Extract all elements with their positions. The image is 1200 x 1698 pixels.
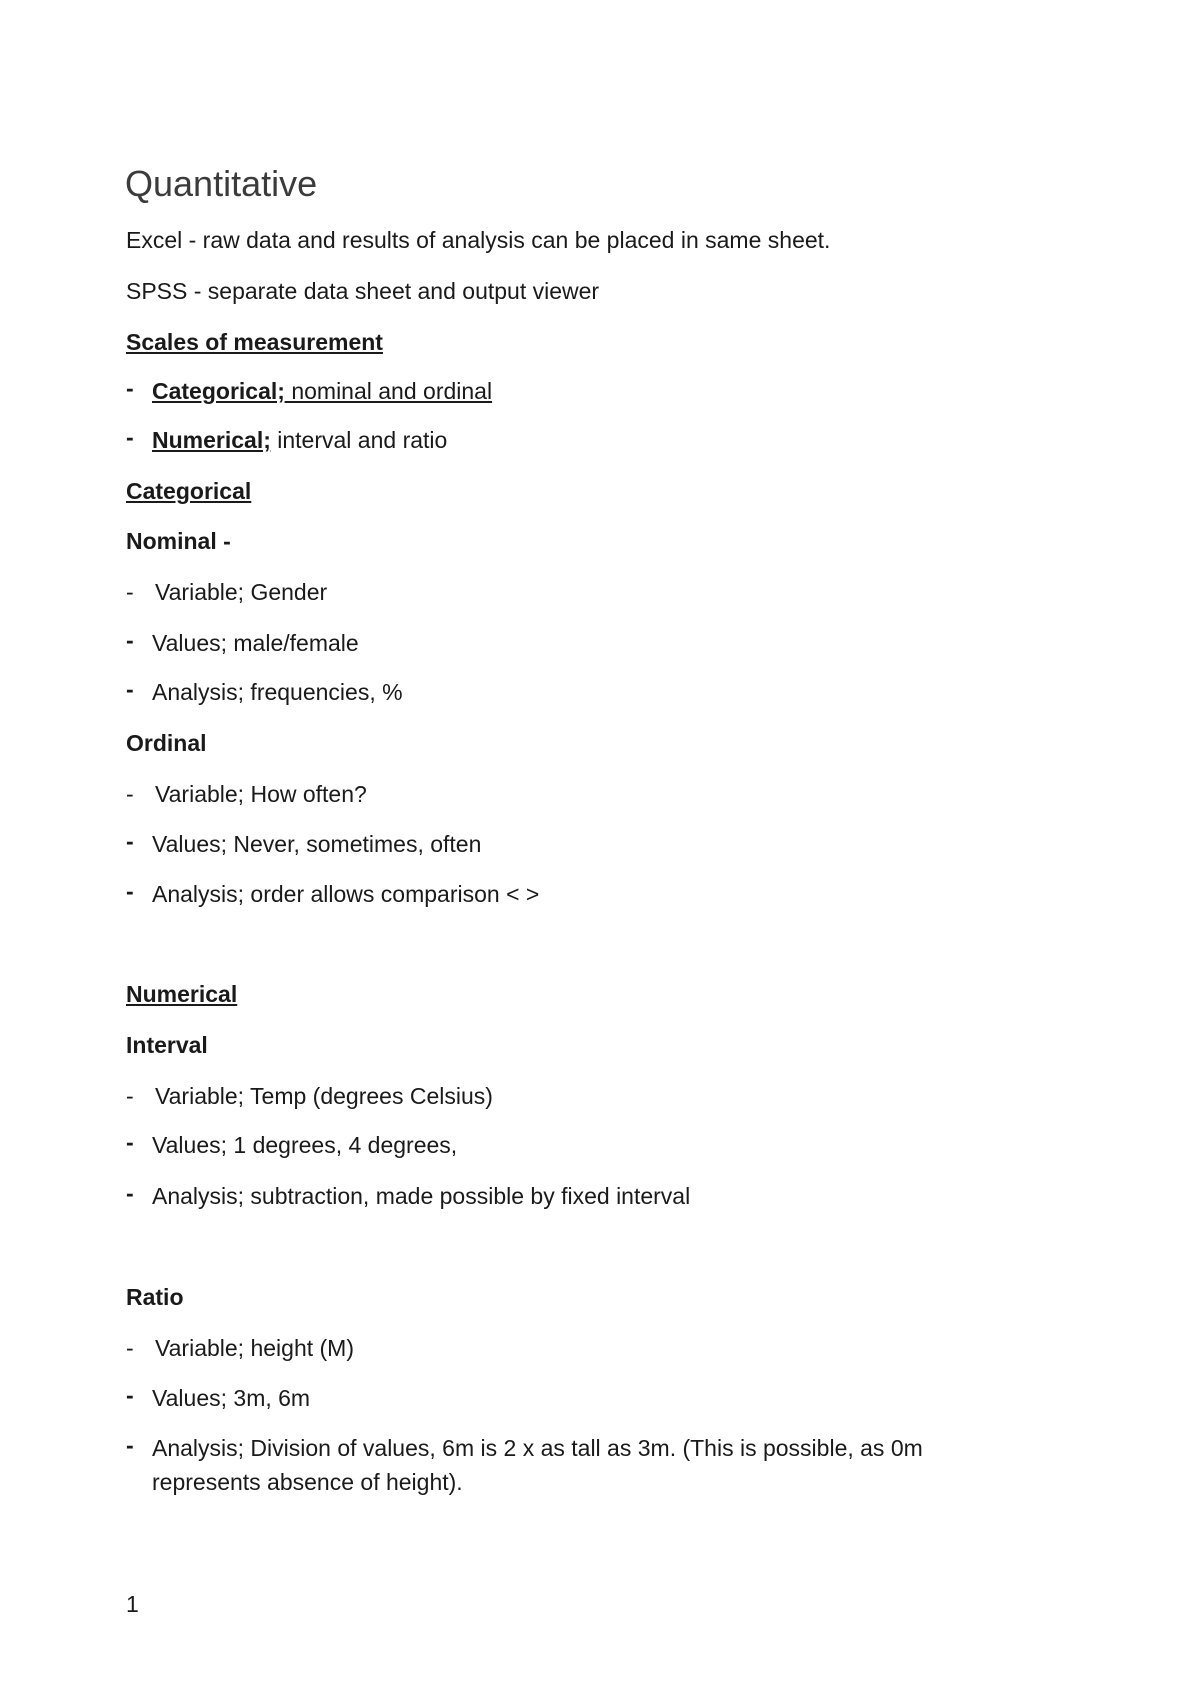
bullet-mark: - <box>126 1180 134 1206</box>
list-item-text: Variable; Gender <box>155 579 328 605</box>
bullet-mark: - <box>126 1083 134 1109</box>
list-item-text: Values; male/female <box>152 630 359 656</box>
bullet-mark: - <box>126 676 134 702</box>
bullet-mark: - <box>126 1382 134 1408</box>
list-item-text: Values; 1 degrees, 4 degrees, <box>152 1132 458 1158</box>
list-item-text: Analysis; order allows comparison < > <box>152 881 540 907</box>
list-item-text: Analysis; subtraction, made possible by fixed interval <box>152 1183 691 1209</box>
bullet-mark: - <box>126 375 134 401</box>
page-number: 1 <box>126 1591 139 1617</box>
intro-spss: SPSS - separate data sheet and output viewer <box>126 278 600 304</box>
term-rest: nominal and ordinal <box>284 378 493 404</box>
nominal-heading: Nominal - <box>126 528 231 554</box>
bullet-mark: - <box>126 1335 134 1361</box>
list-item-text: Variable; Temp (degrees Celsius) <box>155 1083 493 1109</box>
list-item-text: Values; 3m, 6m <box>152 1385 311 1411</box>
list-item-text: Variable; height (M) <box>155 1335 354 1361</box>
categorical-heading: Categorical <box>126 478 252 504</box>
term-label: Numerical; <box>152 427 271 453</box>
term-label: Categorical; <box>152 378 285 404</box>
list-item-text: Analysis; frequencies, % <box>152 679 403 705</box>
numerical-heading: Numerical <box>126 981 238 1007</box>
ratio-heading: Ratio <box>126 1284 184 1310</box>
page-title: Quantitative <box>125 163 318 204</box>
term-rest: interval and ratio <box>270 427 448 453</box>
ordinal-heading: Ordinal <box>126 730 207 756</box>
intro-excel: Excel - raw data and results of analysis can be placed in same sheet. <box>126 227 831 253</box>
bullet-mark: - <box>126 1129 134 1155</box>
list-item-text: Analysis; Division of values, 6m is 2 x as tall as 3m. (This is possible, as 0m <box>152 1435 923 1461</box>
bullet-mark: - <box>126 781 134 807</box>
bullet-mark: - <box>126 424 134 450</box>
list-item-text: Values; Never, sometimes, often <box>152 831 482 857</box>
list-item-text: represents absence of height). <box>152 1469 463 1495</box>
bullet-mark: - <box>126 1432 134 1458</box>
bullet-mark: - <box>126 579 134 605</box>
scales-heading: Scales of measurement <box>126 329 383 355</box>
list-item-text: Variable; How often? <box>155 781 367 807</box>
bullet-mark: - <box>126 828 134 854</box>
interval-heading: Interval <box>126 1032 208 1058</box>
bullet-mark: - <box>126 627 134 653</box>
bullet-mark: - <box>126 878 134 904</box>
